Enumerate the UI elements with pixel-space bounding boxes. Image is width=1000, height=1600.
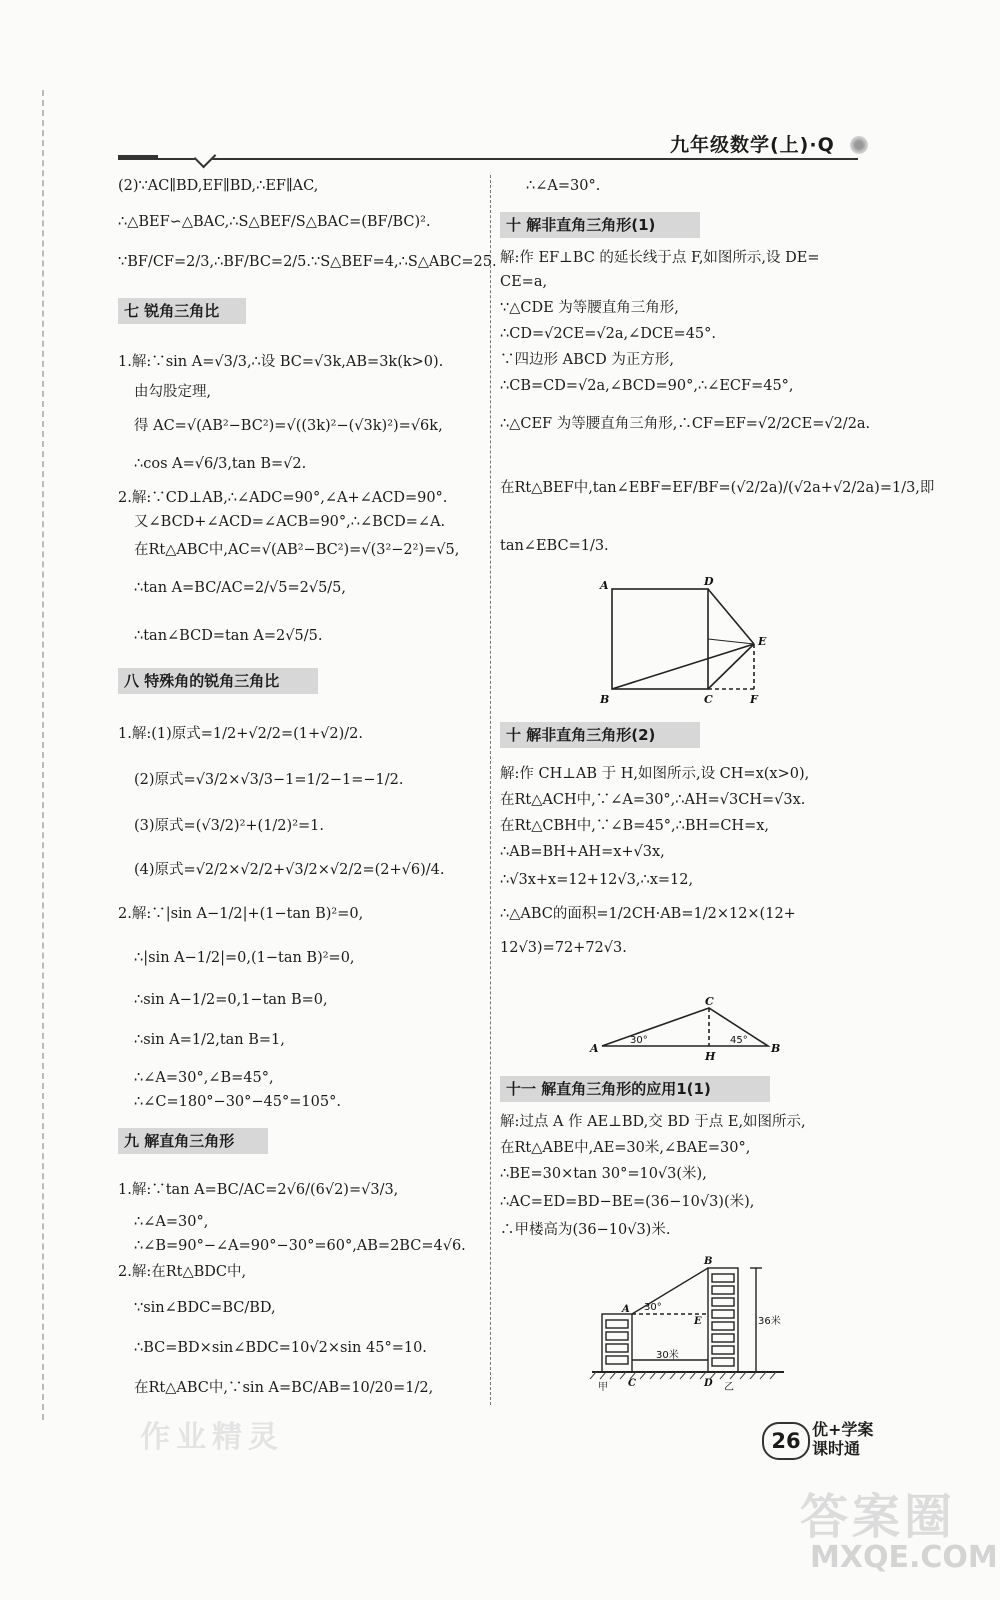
section-heading-10a: 十 解非直角三角形(1) <box>500 212 700 238</box>
text-line: ∴tan A=BC/AC=2/√5=2√5/5, <box>134 580 347 596</box>
text-line: ∴CD=√2CE=√2a,∠DCE=45°. <box>500 326 717 342</box>
text-line: ∴∠A=30°,∠B=45°, <box>134 1070 274 1086</box>
text-line: ∴BC=BD×sin∠BDC=10√2×sin 45°=10. <box>134 1340 427 1356</box>
column-divider <box>490 175 491 1405</box>
text-line: ∴AC=ED=BD−BE=(36−10√3)(米), <box>500 1194 755 1210</box>
point-label: C <box>704 693 713 706</box>
figure-two-buildings <box>584 1252 799 1392</box>
text-line: 在Rt△ABC中,AC=√(AB²−BC²)=√(3²−2²)=√5, <box>134 542 460 558</box>
site-watermark-url: MXQE.COM <box>810 1540 998 1575</box>
text-line: ∴|sin A−1/2|=0,(1−tan B)²=0, <box>134 950 355 966</box>
text-line: ∴AB=BH+AH=x+√3x, <box>500 844 665 860</box>
page-number: 26 <box>762 1422 810 1460</box>
text-line: ∵△CDE 为等腰直角三角形, <box>500 300 679 316</box>
point-label: D <box>704 575 714 588</box>
text-line: ∴∠A=30°, <box>134 1214 209 1230</box>
text-line: ∴sin A−1/2=0,1−tan B=0, <box>134 992 328 1008</box>
text-line: 2.解:∵CD⊥AB,∴∠ADC=90°,∠A+∠ACD=90°. <box>118 490 448 506</box>
text-line: (4)原式=√2/2×√2/2+√3/2×√2/2=(2+√6)/4. <box>134 862 445 878</box>
segment-be <box>612 644 754 689</box>
height-label: 36米 <box>758 1316 781 1327</box>
point-label: B <box>600 693 610 706</box>
text-line: 1.解:(1)原式=1/2+√2/2=(1+√2)/2. <box>118 726 363 742</box>
brand-line-2: 课时通 <box>812 1439 861 1458</box>
text-line: 在Rt△CBH中,∵∠B=45°,∴BH=CH=x, <box>500 818 770 834</box>
text-line: ∴甲楼高为(36−10√3)米. <box>500 1222 671 1238</box>
point-label: B <box>704 1256 713 1267</box>
segment-inner <box>708 639 754 644</box>
text-line: 2.解:在Rt△BDC中, <box>118 1264 247 1280</box>
text-line: 解:过点 A 作 AE⊥BD,交 BD 于点 E,如图所示, <box>500 1114 806 1130</box>
text-line: 又∠BCD+∠ACD=∠ACB=90°,∴∠BCD=∠A. <box>134 514 446 530</box>
point-label: A <box>590 1042 599 1055</box>
point-label: C <box>705 996 714 1008</box>
text-line: CE=a, <box>500 274 548 290</box>
point-label: F <box>750 693 758 706</box>
text-line: 解:作 CH⊥AB 于 H,如图所示,设 CH=x(x>0), <box>500 766 810 782</box>
building-label: 乙 <box>724 1382 734 1392</box>
header-rule-accent <box>118 155 158 160</box>
section-heading-8: 八 特殊角的锐角三角比 <box>118 668 318 694</box>
text-line: 在Rt△ABC中,∵sin A=BC/AB=10/20=1/2, <box>134 1380 434 1396</box>
angle-label: 45° <box>730 1035 748 1046</box>
brand-logo <box>812 1420 873 1458</box>
point-label: D <box>704 1378 713 1389</box>
angle-label: 30° <box>630 1035 648 1046</box>
text-line: ∴BE=30×tan 30°=10√3(米), <box>500 1166 707 1182</box>
header-dot-icon <box>850 136 868 154</box>
point-label: E <box>694 1316 702 1327</box>
building-label: 甲 <box>598 1382 608 1392</box>
text-line: 在Rt△BEF中,tan∠EBF=EF/BF=(√2/2a)/(√2a+√2/2a)=1/3,即 <box>500 480 935 496</box>
section-heading-10b: 十 解非直角三角形(2) <box>500 722 700 748</box>
header-rule <box>118 158 858 160</box>
figure-square-triangle <box>596 575 776 710</box>
watermark-text: 作业精灵 <box>140 1420 284 1455</box>
section-heading-11: 十一 解直角三角形的应用1(1) <box>500 1076 770 1102</box>
margin-cut-line <box>42 90 44 1420</box>
text-line: ∴tan∠BCD=tan A=2√5/5. <box>134 628 323 644</box>
text-line: 解:作 EF⊥BC 的延长线于点 F,如图所示,设 DE= <box>500 250 820 266</box>
distance-label: 30米 <box>656 1350 679 1361</box>
figure-triangle-altitude <box>588 996 788 1066</box>
brand-line-1: 优+学案 <box>812 1420 874 1439</box>
text-line: ∴sin A=1/2,tan B=1, <box>134 1032 285 1048</box>
section-heading-9: 九 解直角三角形 <box>118 1128 268 1154</box>
text-line: 1.解:∵sin A=√3/3,∴设 BC=√3k,AB=3k(k>0). <box>118 354 444 370</box>
text-line: ∴cos A=√6/3,tan B=√2. <box>134 456 307 472</box>
text-line: 由勾股定理, <box>134 384 212 400</box>
point-label: C <box>628 1378 636 1389</box>
text-line: (2)∵AC∥BD,EF∥BD,∴EF∥AC, <box>118 178 319 194</box>
point-label: E <box>758 635 767 648</box>
text-line: 1.解:∵tan A=BC/AC=2√6/(6√2)=√3/3, <box>118 1182 399 1198</box>
text-line: 得 AC=√(AB²−BC²)=√((3k)²−(√3k)²)=√6k, <box>134 418 443 434</box>
segment-de <box>708 589 754 644</box>
text-line: (2)原式=√3/2×√3/3−1=1/2−1=−1/2. <box>134 772 404 788</box>
text-line: ∴△CEF 为等腰直角三角形,∴CF=EF=√2/2CE=√2/2a. <box>500 416 871 432</box>
section-heading-7: 七 锐角三角比 <box>118 298 246 324</box>
text-line: ∵sin∠BDC=BC/BD, <box>134 1300 276 1316</box>
page-header-title: 九年级数学(上)·Q <box>670 134 835 156</box>
text-line: 12√3)=72+72√3. <box>500 940 627 956</box>
text-line: tan∠EBC=1/3. <box>500 538 609 554</box>
point-label: A <box>600 579 609 592</box>
point-label: H <box>705 1050 716 1063</box>
text-line: 在Rt△ACH中,∵∠A=30°,∴AH=√3CH=√3x. <box>500 792 806 808</box>
text-line: ∴√3x+x=12+12√3,∴x=12, <box>500 872 694 888</box>
text-line: ∴△BEF∽△BAC,∴S△BEF/S△BAC=(BF/BC)². <box>118 214 431 230</box>
text-line: (3)原式=(√3/2)²+(1/2)²=1. <box>134 818 324 834</box>
point-label: A <box>622 1304 630 1315</box>
building-yi <box>708 1268 738 1372</box>
text-line: 2.解:∵|sin A−1/2|+(1−tan B)²=0, <box>118 906 364 922</box>
text-line: 在Rt△ABE中,AE=30米,∠BAE=30°, <box>500 1140 751 1156</box>
text-line: ∴∠B=90°−∠A=90°−30°=60°,AB=2BC=4√6. <box>134 1238 466 1254</box>
text-line: ∵四边形 ABCD 为正方形, <box>500 352 674 368</box>
text-line: ∴∠A=30°. <box>526 178 601 194</box>
site-watermark-logo: 答案圈 <box>800 1489 957 1545</box>
text-line: ∴CB=CD=√2a,∠BCD=90°,∴∠ECF=45°, <box>500 378 794 394</box>
text-line: ∵BF/CF=2/3,∴BF/BC=2/5.∵S△BEF=4,∴S△ABC=25. <box>118 254 497 270</box>
header-rule-notch <box>194 146 217 169</box>
text-line: ∴△ABC的面积=1/2CH·AB=1/2×12×(12+ <box>500 906 796 922</box>
text-line: ∴∠C=180°−30°−45°=105°. <box>134 1094 341 1110</box>
point-label: B <box>771 1042 781 1055</box>
angle-label: 30° <box>644 1302 662 1313</box>
